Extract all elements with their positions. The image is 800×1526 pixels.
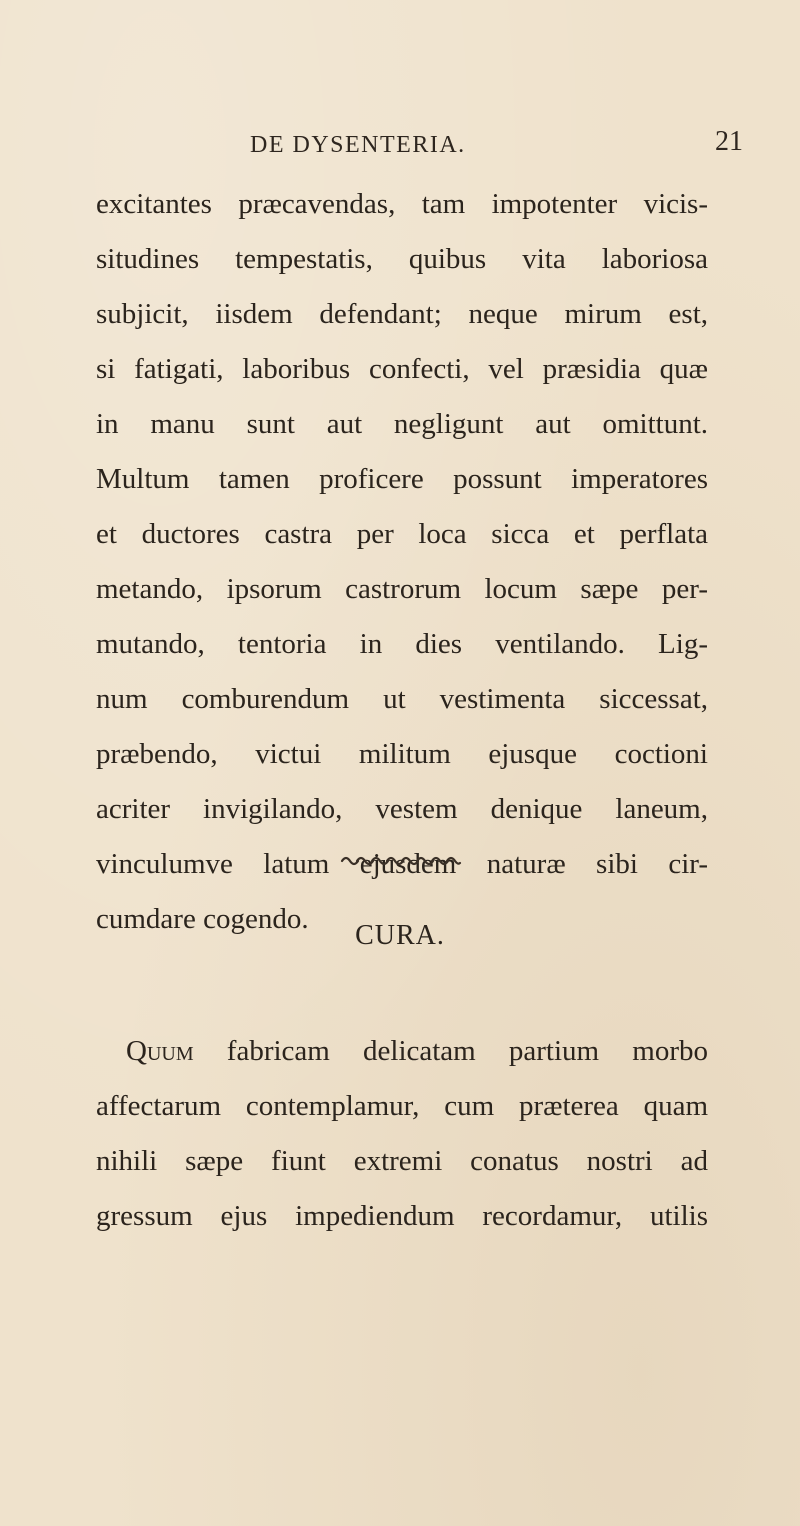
line-rest: fabricam delicatam partium morbo — [193, 1035, 708, 1067]
text-line: excitantes præcavendas, tam impotenter vicis- — [96, 188, 708, 220]
text-line: metando, ipsorum castrorum locum sæpe per- — [96, 573, 708, 605]
text-line — [96, 1024, 708, 1079]
text-line: num comburendum ut vestimenta siccessat, — [96, 683, 708, 715]
page-number: 21 — [715, 126, 743, 157]
text-line: et ductores castra per loca sicca et perflata — [96, 518, 708, 550]
text-line: situdines tempestatis, quibus vita laboriosa — [96, 243, 708, 275]
text-line: acriter invigilando, vestem denique laneum, — [96, 793, 708, 825]
paragraph-2 — [96, 1024, 708, 1244]
running-head: DE DYSENTERIA. — [250, 132, 466, 158]
text-line: Multum tamen proficere possunt imperatores — [96, 463, 708, 495]
section-heading: CURA. — [355, 920, 445, 951]
text-line: vinculumve latum ejusdem naturæ sibi cir- — [96, 848, 708, 880]
text-line: gressum ejus impediendum recordamur, utilis — [96, 1200, 708, 1232]
paragraph-1 — [96, 177, 708, 947]
text-line: subjicit, iisdem defendant; neque mirum est, — [96, 298, 708, 330]
text-line: nihili sæpe fiunt extremi conatus nostri ad — [96, 1145, 708, 1177]
decorative-rule-ornament — [340, 852, 462, 868]
text-line: cumdare cogendo. — [96, 903, 309, 935]
lead-word: Quum — [126, 1035, 194, 1067]
text-line: præbendo, victui militum ejusque coctioni — [96, 738, 708, 770]
text-line: mutando, tentoria in dies ventilando. Lig- — [96, 628, 708, 660]
text-line: in manu sunt aut negligunt aut omittunt. — [96, 408, 708, 440]
text-line: si fatigati, laboribus confecti, vel præsidia quæ — [96, 353, 708, 385]
text-line: affectarum contemplamur, cum præterea quam — [96, 1090, 708, 1122]
